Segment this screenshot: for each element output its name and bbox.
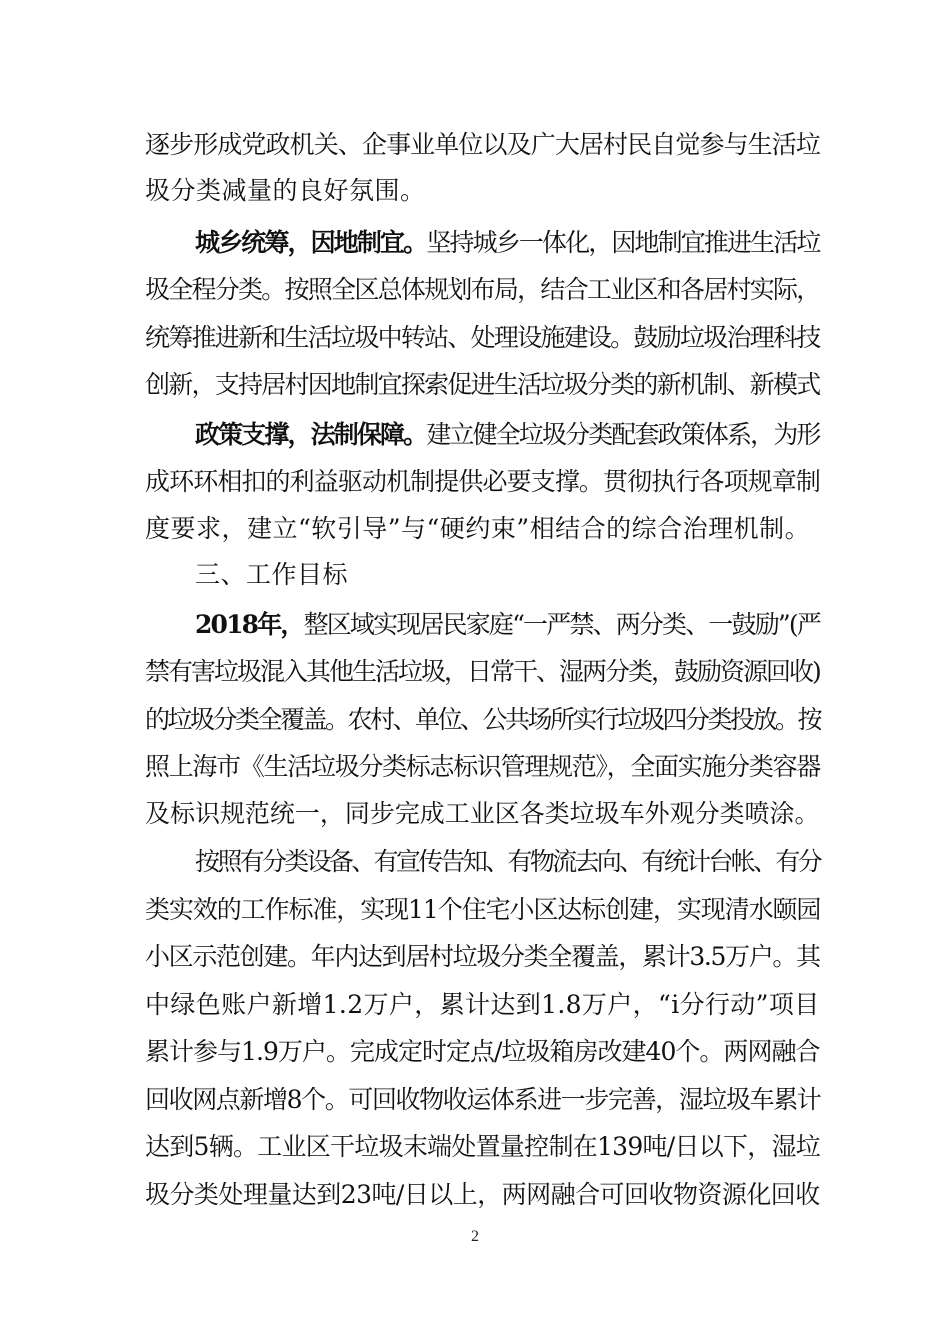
paragraph-line — [145, 128, 820, 162]
section-heading-line — [195, 226, 820, 260]
paragraph-line — [145, 940, 820, 974]
line-text: 建立健全垃圾分类配套政策体系，为形 — [426, 420, 820, 449]
line-text: 类实效的工作标准，实现11个住宅小区达标创建，实现清水颐园 — [145, 895, 821, 924]
section-heading-line — [195, 608, 820, 642]
paragraph-line — [145, 273, 820, 307]
line-text: 创新，支持居村因地制宜探索促进生活垃圾分类的新机制、新模式 — [145, 370, 820, 399]
line-text: 照上海市《生活垃圾分类标志标识管理规范》，全面实施分类容器 — [145, 752, 821, 781]
section-title — [195, 558, 348, 592]
paragraph-line — [145, 797, 820, 831]
line-text: 度要求，建立“软引导”与“硬约束”相结合的综合治理机制。 — [145, 514, 811, 543]
line-text: 达到5辆。工业区干垃圾末端处置量控制在139吨/日以下，湿垃 — [145, 1132, 821, 1161]
line-text: 中绿色账户新增1.2万户，累计达到1.8万户，“i分行动”项目 — [145, 990, 820, 1019]
paragraph-line — [145, 321, 820, 355]
paragraph-line — [145, 655, 820, 689]
paragraph-line — [145, 750, 820, 784]
line-text: 及标识规范统一，同步完成工业区各类垃圾车外观分类喷涂。 — [145, 799, 820, 828]
paragraph-line — [145, 368, 820, 402]
paragraph-line — [145, 703, 820, 737]
paragraph-line — [145, 174, 426, 208]
line-text: 禁有害垃圾混入其他生活垃圾，日常干、湿两分类，鼓励资源回收) — [145, 657, 820, 686]
line-text: 整区域实现居民家庭“一严禁、两分类、一鼓励”(严 — [303, 610, 820, 639]
line-text: 成环环相扣的利益驱动机制提供必要支撑。贯彻执行各项规章制 — [145, 467, 821, 496]
paragraph-line — [195, 845, 820, 879]
line-text: 统筹推进新和生活垃圾中转站、处理设施建设。鼓励垃圾治理科技 — [145, 323, 820, 352]
paragraph-line — [145, 465, 820, 499]
paragraph-line — [145, 1178, 820, 1212]
bold-lead: 政策支撑，法制保障。 — [195, 420, 427, 449]
paragraph-line — [145, 512, 810, 546]
line-text: 逐步形成党政机关、企事业单位以及广大居村民自觉参与生活垃 — [145, 130, 821, 159]
line-text: 圾分类减量的良好氛围。 — [145, 176, 426, 205]
line-text: 按照有分类设备、有宣传告知、有物流去向、有统计台帐、有分 — [195, 847, 821, 876]
bold-lead: 城乡统筹，因地制宜。 — [195, 228, 427, 257]
paragraph-line — [145, 893, 820, 927]
paragraph-line — [145, 988, 820, 1022]
line-text: 坚持城乡一体化，因地制宜推进生活垃 — [426, 228, 820, 257]
paragraph-line — [145, 1083, 820, 1117]
section-heading-line — [195, 418, 820, 452]
bold-lead: 2018年， — [195, 610, 304, 639]
line-text: 累计参与1.9万户。完成定时定点/垃圾箱房改建40个。两网融合 — [145, 1037, 820, 1066]
page-number: 2 — [471, 1228, 479, 1245]
line-text: 的垃圾分类全覆盖。农村、单位、公共场所实行垃圾四分类投放。按 — [145, 705, 821, 734]
section-title-text: 三、工作目标 — [195, 560, 349, 589]
line-text: 小区示范创建。年内达到居村垃圾分类全覆盖，累计3.5万户。其 — [145, 942, 820, 971]
line-text: 圾分类处理量达到23吨/日以上，两网融合可回收物资源化回收 — [145, 1180, 820, 1209]
paragraph-line — [145, 1035, 820, 1069]
line-text: 圾全程分类。按照全区总体规划布局，结合工业区和各居村实际， — [145, 275, 820, 304]
line-text: 回收网点新增8个。可回收物收运体系进一步完善，湿垃圾车累计 — [145, 1085, 821, 1114]
paragraph-line — [145, 1130, 820, 1164]
